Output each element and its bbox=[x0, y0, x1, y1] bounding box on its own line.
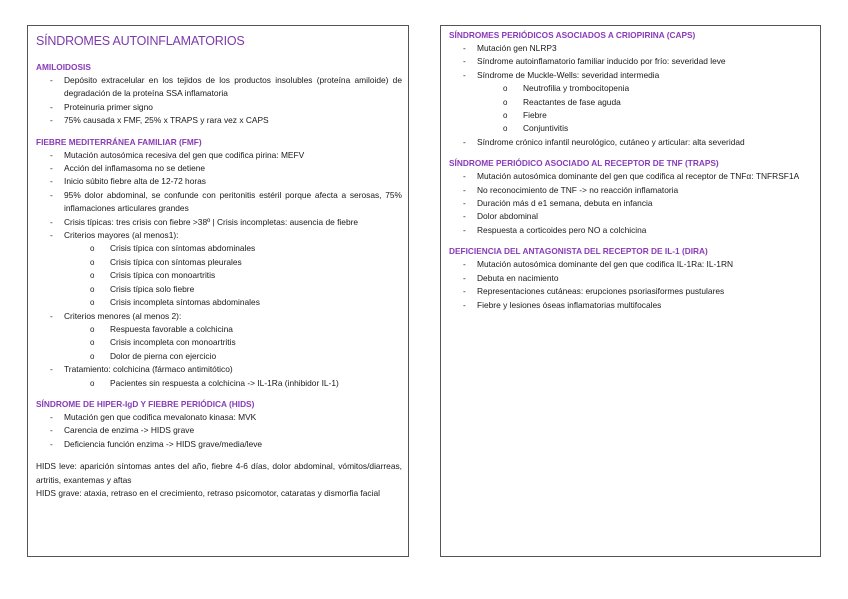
criterios-mayores-label: - Criterios mayores (al menos1): bbox=[36, 229, 402, 242]
list-item: - Mutación autosómica recesiva del gen que codifica pirina: MEFV bbox=[36, 149, 402, 162]
list-item: - Síndrome de Muckle-Wells: severidad intermedia bbox=[449, 69, 812, 82]
list-item: - Fiebre y lesiones óseas inflamatorias multifocales bbox=[449, 299, 812, 312]
sub-list-item: o Crisis típica con síntomas pleurales bbox=[36, 256, 402, 269]
hids-grave-paragraph: HIDS grave: ataxia, retraso en el crecimiento, retraso psicomotor, cataratas y dismorfia facial bbox=[36, 487, 380, 498]
hids-list bbox=[36, 411, 402, 451]
sub-list-item: o Crisis típica con monoartritis bbox=[36, 269, 402, 282]
sub-list-item: o Crisis incompleta síntomas abdominales bbox=[36, 296, 402, 309]
sub-list-item: o Fiebre bbox=[449, 109, 812, 122]
amiloidosis-list bbox=[36, 74, 402, 128]
list-item: - Debuta en nacimiento bbox=[449, 272, 812, 285]
list-item: - Inicio súbito fiebre alta de 12-72 horas bbox=[36, 175, 402, 188]
list-item: - Depósito extracelular en los tejidos de los productos insolubles (proteína amiloide) de degradación de la proteína SSA inflamatoria bbox=[36, 74, 402, 101]
tratamiento-label: - Tratamiento: colchicina (fármaco antimitótico) bbox=[36, 363, 402, 376]
fmf-heading: FIEBRE MEDITERRÁNEA FAMILIAR (FMF) bbox=[36, 136, 202, 147]
list-item: - Duración más d e1 semana, debuta en infancia bbox=[449, 197, 812, 210]
dira-heading: DEFICIENCIA DEL ANTAGONISTA DEL RECEPTOR DE IL-1 (DIRA) bbox=[449, 246, 708, 257]
hids-leve-paragraph: HIDS leve: aparición síntomas antes del año, fiebre 4-6 días, dolor abdominal, vómitos/diarreas, artritis, exantemas y aftas bbox=[36, 461, 402, 485]
list-item: - Crisis típicas: tres crisis con fiebre >38º | Crisis incompletas: ausencia de fiebre bbox=[36, 216, 402, 229]
sub-list-item: o Crisis típica solo fiebre bbox=[36, 283, 402, 296]
list-item: - Dolor abdominal bbox=[449, 210, 812, 223]
hids-heading: SÍNDROME DE HIPER-IgD Y FIEBRE PERIÓDICA (HIDS) bbox=[36, 398, 255, 409]
sub-list-item: o Neutrofilia y trombocitopenia bbox=[449, 82, 812, 95]
caps-list bbox=[449, 42, 812, 149]
traps-list bbox=[449, 170, 812, 237]
sub-list-item: o Pacientes sin respuesta a colchicina -> IL-1Ra (inhibidor IL-1) bbox=[36, 377, 402, 390]
sub-list-item: o Dolor de pierna con ejercicio bbox=[36, 350, 402, 363]
sub-list-item: o Crisis incompleta con monoartritis bbox=[36, 336, 402, 349]
list-item: - Carencia de enzima -> HIDS grave bbox=[36, 424, 402, 437]
amiloidosis-heading: AMILOIDOSIS bbox=[36, 62, 91, 72]
list-item: - Mutación gen NLRP3 bbox=[449, 42, 812, 55]
sub-list-item: o Reactantes de fase aguda bbox=[449, 96, 812, 109]
list-item: - 75% causada x FMF, 25% x TRAPS y rara vez x CAPS bbox=[36, 114, 402, 127]
list-item: - Mutación autosómica dominante del gen que codifica al receptor de TNFα: TNFRSF1A bbox=[449, 170, 812, 183]
dira-list bbox=[449, 258, 812, 312]
criterios-menores-label: - Criterios menores (al menos 2): bbox=[36, 310, 402, 323]
list-item: - Representaciones cutáneas: erupciones psoriasiformes pustulares bbox=[449, 285, 812, 298]
list-item: - Síndrome crónico infantil neurológico, cutáneo y articular: alta severidad bbox=[449, 136, 812, 149]
list-item: - Síndrome autoinflamatorio familiar inducido por frío: severidad leve bbox=[449, 55, 812, 68]
caps-heading: SÍNDROMES PERIÓDICOS ASOCIADOS A CRIOPIRINA (CAPS) bbox=[449, 30, 696, 40]
list-item: - Mutación gen que codifica mevalonato kinasa: MVK bbox=[36, 411, 402, 424]
right-panel bbox=[440, 25, 821, 557]
page-title: SÍNDROMES AUTOINFLAMATORIOS bbox=[36, 34, 245, 48]
traps-heading: SÍNDROME PERIÓDICO ASOCIADO AL RECEPTOR DE TNF (TRAPS) bbox=[449, 158, 719, 169]
list-item: - Proteinuria primer signo bbox=[36, 101, 402, 114]
sub-list-item: o Conjuntivitis bbox=[449, 122, 812, 135]
sub-list-item: o Crisis típica con síntomas abdominales bbox=[36, 242, 402, 255]
list-item: - Respuesta a corticoides pero NO a colchicina bbox=[449, 224, 812, 237]
fmf-list bbox=[36, 149, 402, 390]
list-item: - Deficiencia función enzima -> HIDS grave/media/leve bbox=[36, 438, 402, 451]
left-panel bbox=[27, 25, 409, 557]
list-item: - 95% dolor abdominal, se confunde con peritonitis estéril porque afecta a serosas, 75% inflamaciones articulares grandes bbox=[36, 189, 402, 216]
list-item: - Acción del inflamasoma no se detiene bbox=[36, 162, 402, 175]
sub-list-item: o Respuesta favorable a colchicina bbox=[36, 323, 402, 336]
list-item: - Mutación autosómica dominante del gen que codifica IL-1Ra: IL-1RN bbox=[449, 258, 812, 271]
list-item: - No reconocimiento de TNF -> no reacción inflamatoria bbox=[449, 184, 812, 197]
